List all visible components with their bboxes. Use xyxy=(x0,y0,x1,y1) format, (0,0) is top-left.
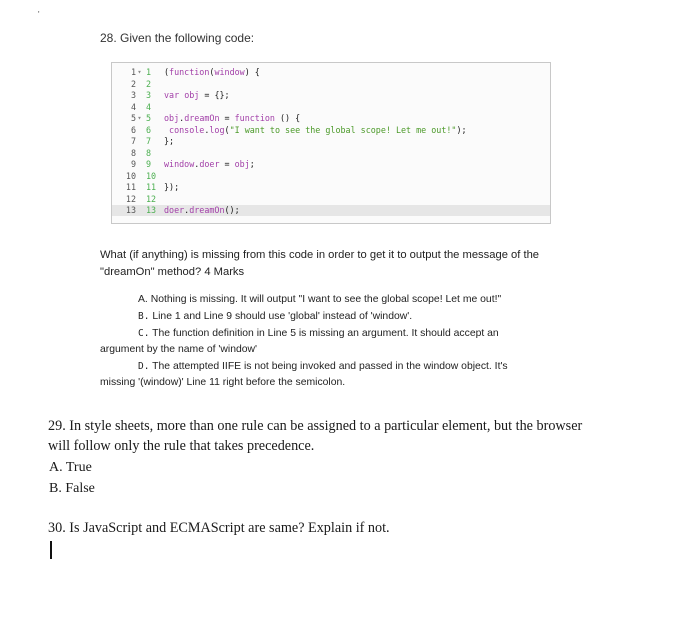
question-29-line1: 29. In style sheets, more than one rule can be assigned to a particular element, but the browser xyxy=(48,418,583,434)
option-c-letter: C. xyxy=(138,328,150,339)
source-line-number: 2 xyxy=(146,78,152,89)
code-text: var obj = {}; xyxy=(164,90,230,100)
source-line-number: 12 xyxy=(146,193,157,204)
option-d-letter: D. xyxy=(138,361,150,372)
question-29-option-b[interactable]: B. False xyxy=(49,481,95,496)
option-d-continuation: missing '(window)' Line 11 right before the semicolon. xyxy=(100,377,346,388)
code-line xyxy=(112,159,550,170)
code-text: doer.dreamOn(); xyxy=(164,205,240,215)
gutter-line-number: 8 xyxy=(130,147,136,158)
source-line-number: 1 xyxy=(146,67,152,77)
code-text: console.log("I want to see the global scope! Let me out!"); xyxy=(169,124,467,135)
option-b-text: Line 1 and Line 9 should use 'global' instead of 'window'. xyxy=(152,311,413,322)
gutter-line-number: 13 xyxy=(125,205,136,215)
code-text: window.doer = obj; xyxy=(164,159,255,169)
code-line xyxy=(112,102,550,113)
gutter-line-number: 7 xyxy=(130,136,136,146)
source-line-number: 5 xyxy=(146,113,152,123)
gutter-line-number: 12 xyxy=(125,193,136,204)
code-text: (function(window) { xyxy=(164,67,260,77)
source-line-number: 7 xyxy=(146,136,152,146)
code-line xyxy=(112,205,550,216)
question-29-text xyxy=(48,416,638,456)
source-line-number: 4 xyxy=(146,101,152,112)
code-text: obj.dreamOn = function () { xyxy=(164,113,301,123)
option-c xyxy=(138,328,499,339)
option-a: A. Nothing is missing. It will output "I want to see the global scope! Let me out!" xyxy=(138,294,502,305)
code-text: }; xyxy=(164,136,175,146)
fold-arrow-icon[interactable]: ▾ xyxy=(137,68,142,76)
code-line xyxy=(112,148,550,159)
gutter-line-number: 2 xyxy=(130,78,136,89)
code-text: }); xyxy=(164,182,180,192)
code-line xyxy=(112,171,550,182)
option-c-text: The function definition in Line 5 is missing an argument. It should accept an xyxy=(152,328,499,339)
source-line-number: 13 xyxy=(146,205,157,215)
code-line xyxy=(112,90,550,101)
question-28-prompt-line2: "dreamOn" method? 4 Marks xyxy=(100,265,245,278)
code-line xyxy=(112,79,550,90)
gutter-line-number: 5 xyxy=(130,113,136,123)
code-line xyxy=(112,67,550,78)
corner-mark: ' xyxy=(38,10,40,19)
source-line-number: 9 xyxy=(146,159,152,169)
option-d xyxy=(138,361,508,372)
option-d-text: The attempted IIFE is not being invoked and passed in the window object. It's xyxy=(152,361,508,372)
source-line-number: 3 xyxy=(146,90,152,100)
gutter-line-number: 6 xyxy=(130,124,136,135)
gutter-line-number: 9 xyxy=(130,159,136,169)
code-line xyxy=(112,136,550,147)
code-line xyxy=(112,125,550,136)
source-line-number: 10 xyxy=(146,170,157,181)
source-line-number: 8 xyxy=(146,147,152,158)
code-line xyxy=(112,113,550,124)
gutter-line-number: 10 xyxy=(125,170,136,181)
gutter-line-number: 1 xyxy=(130,67,136,77)
source-line-number: 11 xyxy=(146,182,157,192)
option-c-continuation: argument by the name of 'window' xyxy=(100,344,258,355)
gutter-line-number: 4 xyxy=(130,101,136,112)
question-29-option-a[interactable]: A. True xyxy=(49,460,92,475)
source-line-number: 6 xyxy=(146,124,152,135)
gutter-line-number: 3 xyxy=(130,90,136,100)
question-28-title: 28. Given the following code: xyxy=(100,31,255,45)
code-line xyxy=(112,194,550,205)
question-28-prompt xyxy=(100,247,580,280)
code-block xyxy=(111,62,551,224)
fold-arrow-icon[interactable]: ▾ xyxy=(137,114,142,122)
option-b xyxy=(138,311,412,322)
text-cursor[interactable] xyxy=(50,541,52,559)
question-30-text: 30. Is JavaScript and ECMAScript are same? Explain if not. xyxy=(48,520,390,536)
gutter-line-number: 11 xyxy=(125,182,136,192)
question-28-prompt-line1: What (if anything) is missing from this code in order to get it to output the message of the xyxy=(100,249,540,261)
code-line xyxy=(112,182,550,193)
option-b-letter: B. xyxy=(138,311,150,322)
question-29-line2: will follow only the rule that takes precedence. xyxy=(48,438,315,454)
